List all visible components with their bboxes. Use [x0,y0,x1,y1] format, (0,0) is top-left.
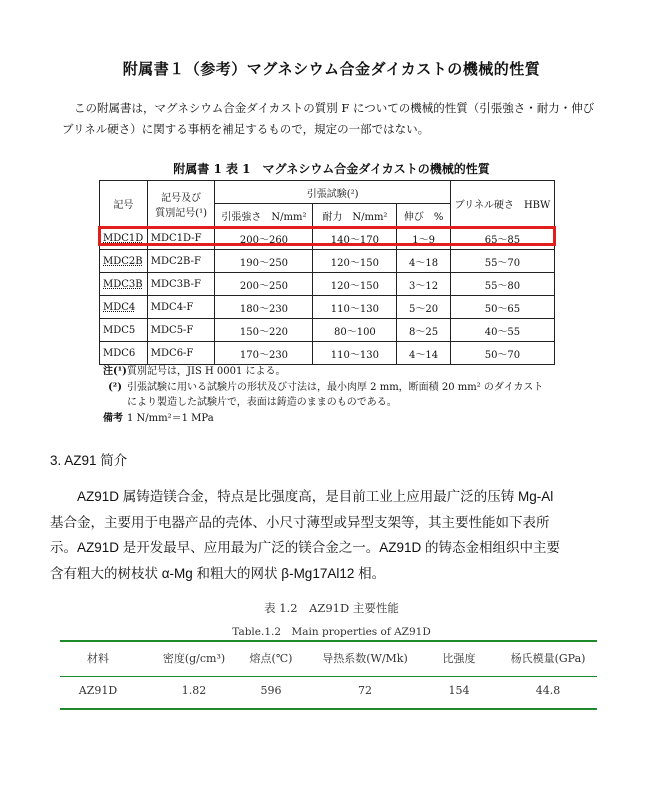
cell-temper: MDC5-F [147,319,215,342]
cell-tensile: 150～220 [215,319,313,342]
cell-code: MDC1D [100,227,148,250]
header-code-temper-line1: 記号及び [161,192,202,204]
table2-caption-cn: 表 1.2 AZ91D 主要性能 [264,601,399,615]
header-yield-strength: 耐力 N/mm² [313,204,397,227]
header-code: 記号 [100,181,148,227]
cell-tensile: 180～230 [215,296,313,319]
cell-hardness: 50～70 [450,342,554,365]
cell-elongation: 8～25 [397,319,451,342]
table-row [100,227,555,250]
header-hardness: ブリネル硬さ HBW [450,181,554,227]
table-notes [103,364,573,426]
table-row [100,296,555,319]
cell-hardness: 55～80 [450,273,554,296]
body-paragraph [50,484,610,586]
remark: 1 N/mm²＝1 MPa [127,412,214,424]
cell-melting-point: 596 [260,684,282,697]
cell-elongation: 3～12 [397,273,451,296]
cell-hardness: 55～70 [450,250,554,273]
mechanical-properties-table [99,180,555,365]
cell-temper: MDC2B-F [147,250,215,273]
cell-tensile: 200～260 [215,227,313,250]
cell-specific-strength: 154 [448,684,470,697]
cell-yield: 110～130 [313,296,397,319]
cell-code: MDC4 [100,296,148,319]
note-1: 質別記号は，JIS H 0001 による。 [127,366,286,377]
note2-label: (²) [108,381,122,393]
header-thermal-conductivity: 导热系数(W/Mk) [322,652,408,665]
cell-hardness: 50～65 [450,296,554,319]
cell-temper: MDC3B-F [147,273,215,296]
table-row [100,342,555,365]
cell-elongation: 1～9 [397,227,451,250]
cell-temper: MDC6-F [147,342,215,365]
cell-tensile: 190～250 [215,250,313,273]
cell-hardness: 40～55 [450,319,554,342]
body-line-1: AZ91D 属铸造镁合金，特点是比强度高，是目前工业上应用最广泛的压铸 Mg-Al [77,489,554,504]
table-row [100,273,555,296]
header-youngs-modulus: 杨氏模量(GPa) [510,652,586,665]
intro-line-1: この附属書は，マグネシウム合金ダイカストの質別 F についての機械的性質（引張強さ・耐力・伸び [74,101,595,115]
note-2b: により製造した試験片で，表面は鋳造のままのものである。 [127,397,397,408]
intro-line-2: ブリネル硬さ）に関する事柄を補足するもので，規定の一部ではない。 [62,122,430,136]
header-code-temper-line2: 質別記号(¹) [155,207,208,219]
cell-code: MDC2B [100,250,148,273]
body-line-3: 示。AZ91D 是开发最早、应用最为广泛的镁合金之一。AZ91D 的铸态金相组织中主要 [50,540,561,555]
table-row [100,250,555,273]
cell-yield: 120～150 [313,250,397,273]
header-specific-strength: 比强度 [442,652,476,665]
header-elongation: 伸び % [397,204,451,227]
table2-mid-rule [60,676,597,677]
cell-thermal-conductivity: 72 [358,684,372,697]
header-density: 密度(g/cm³) [162,652,226,665]
cell-tensile: 170～230 [215,342,313,365]
header-tensile-test: 引張試験(²) [215,181,450,204]
cell-code: MDC6 [100,342,148,365]
table2-top-rule [60,640,597,642]
cell-code: MDC3B [100,273,148,296]
cell-elongation: 5～20 [397,296,451,319]
table2-bottom-rule [60,708,597,710]
cell-yield: 140～170 [313,227,397,250]
cell-tensile: 200～250 [215,273,313,296]
header-tensile-strength: 引張強さ N/mm² [215,204,313,227]
remark-label: 備考 [103,412,123,424]
cell-temper: MDC1D-F [147,227,215,250]
body-line-4: 含有粗大的树枝状 α-Mg 和粗大的网状 β-Mg17Al12 相。 [50,565,386,581]
cell-yield: 120～150 [313,273,397,296]
cell-elongation: 4～14 [397,342,451,365]
cell-hardness: 65～85 [450,227,554,250]
table-row [60,684,597,704]
note-label: 注(¹) [103,366,127,377]
note-2a: 引張試験に用いる試験片の形状及び寸法は，最小肉厚 2 mm，断面積 20 mm² のダイカスト [127,381,544,393]
cell-youngs-modulus: 44.8 [535,684,561,697]
cell-yield: 110～130 [313,342,397,365]
header-code-temper [147,181,215,227]
body-line-2: 基合金，主要用于电器产品的壳体、小尺寸薄型或异型支架等，其主要性能如下表所 [50,514,550,530]
table1-caption: 附属書 1 表 1 マグネシウム合金ダイカストの機械的性質 [173,162,490,176]
cell-yield: 80～100 [313,319,397,342]
header-material: 材料 [87,652,109,665]
cell-temper: MDC4-F [147,296,215,319]
cell-elongation: 4～18 [397,250,451,273]
header-melting-point: 熔点(℃) [249,652,293,665]
cell-code: MDC5 [100,319,148,342]
table-row [100,319,555,342]
table2-header-row [60,650,597,670]
page-title: 附属書１（参考）マグネシウム合金ダイカストの機械的性質 [122,60,541,78]
section-heading: 3. AZ91 简介 [50,453,128,468]
table2-caption-en: Table.1.2 Main properties of AZ91D [232,626,431,638]
cell-density: 1.82 [181,684,207,697]
intro-paragraph [62,98,622,140]
cell-material: AZ91D [78,684,118,697]
